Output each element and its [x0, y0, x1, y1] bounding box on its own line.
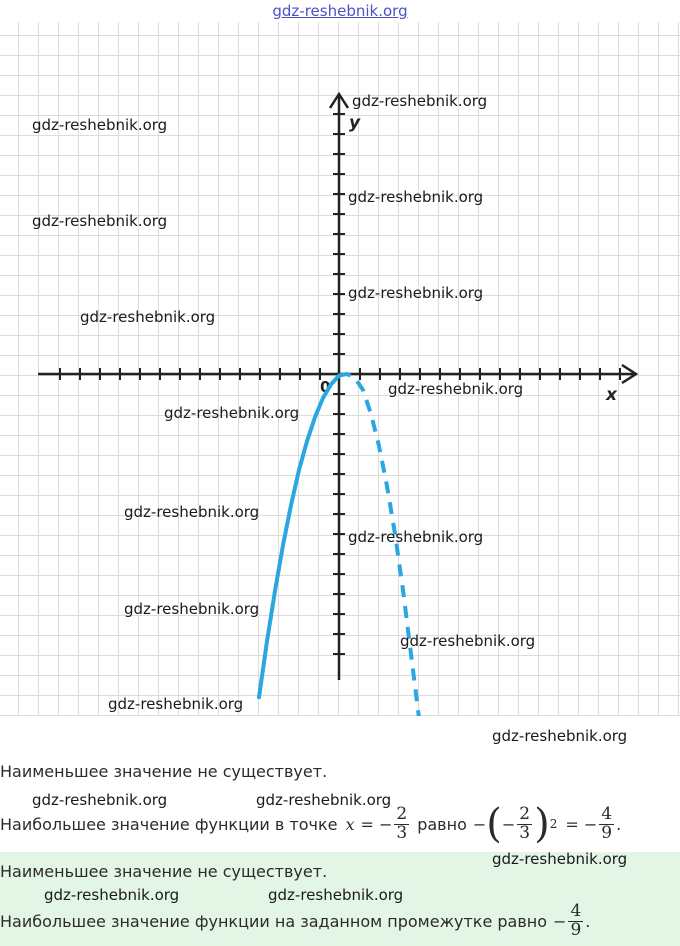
watermark: gdz-reshebnik.org [256, 791, 392, 809]
watermark: gdz-reshebnik.org [348, 284, 484, 302]
text-segment: равно [417, 814, 467, 834]
solid-curve [259, 376, 339, 698]
text-segment: Наибольшее значение функции на заданном промежутке равно [0, 911, 548, 931]
origin-label: 0 [320, 378, 331, 396]
watermark: gdz-reshebnik.org [400, 632, 536, 650]
variable-x: x [345, 814, 355, 834]
watermark: gdz-reshebnik.org [268, 886, 404, 904]
watermark: gdz-reshebnik.org [80, 308, 216, 326]
watermark: gdz-reshebnik.org [348, 188, 484, 206]
answer-line-max-interval: Наибольшее значение функции на заданном промежутке равно − $\frac{4}{9}$ . [0, 900, 591, 940]
watermark: gdz-reshebnik.org [124, 600, 260, 618]
text-segment: Наибольшее значение функции в точке [0, 814, 338, 834]
watermark: gdz-reshebnik.org [388, 380, 524, 398]
answer-line-min: Наименьшее значение не существует. [0, 762, 328, 781]
left-paren: ( [486, 801, 502, 847]
fraction-4-9: $\frac{4}{9}$ [570, 900, 582, 940]
exponent: 2 [549, 817, 558, 831]
fraction-2-3: $\frac{2}{3}$ [396, 803, 408, 843]
watermark: gdz-reshebnik.org [32, 791, 168, 809]
answer-line-min: Наименьшее значение не существует. [0, 862, 328, 881]
fraction-2-3: $\frac{2}{3}$ [519, 803, 531, 843]
watermark: gdz-reshebnik.org [348, 528, 484, 546]
site-link[interactable]: gdz-reshebnik.org [272, 2, 408, 20]
fraction-4-9: $\frac{4}{9}$ [601, 803, 613, 843]
watermark: gdz-reshebnik.org [124, 503, 260, 521]
watermark: gdz-reshebnik.org [164, 404, 300, 422]
equals-minus: = − [565, 814, 598, 834]
answer-panel [0, 852, 680, 946]
watermark: gdz-reshebnik.org [492, 850, 628, 868]
equals-minus: = − [360, 814, 393, 834]
minus-sign: − [472, 814, 487, 834]
minus-sign: − [501, 814, 516, 834]
y-axis-label: y [349, 113, 361, 133]
graph-panel [0, 22, 680, 716]
watermark: gdz-reshebnik.org [492, 727, 628, 745]
answer-line-max-point: Наибольшее значение функции в точке x = − $\frac{2}{3}$ равно − ( − $\frac{2}{3}$ ) 2 = − $\frac{4}{9}$ . [0, 801, 622, 847]
x-axis-label: x [606, 385, 617, 405]
watermark: gdz-reshebnik.org [44, 886, 180, 904]
right-paren: ) [534, 801, 550, 847]
minus-sign: − [553, 911, 567, 931]
watermark: gdz-reshebnik.org [32, 116, 168, 134]
watermark: gdz-reshebnik.org [32, 212, 168, 230]
watermark: gdz-reshebnik.org [108, 695, 244, 713]
watermark: gdz-reshebnik.org [352, 92, 488, 110]
